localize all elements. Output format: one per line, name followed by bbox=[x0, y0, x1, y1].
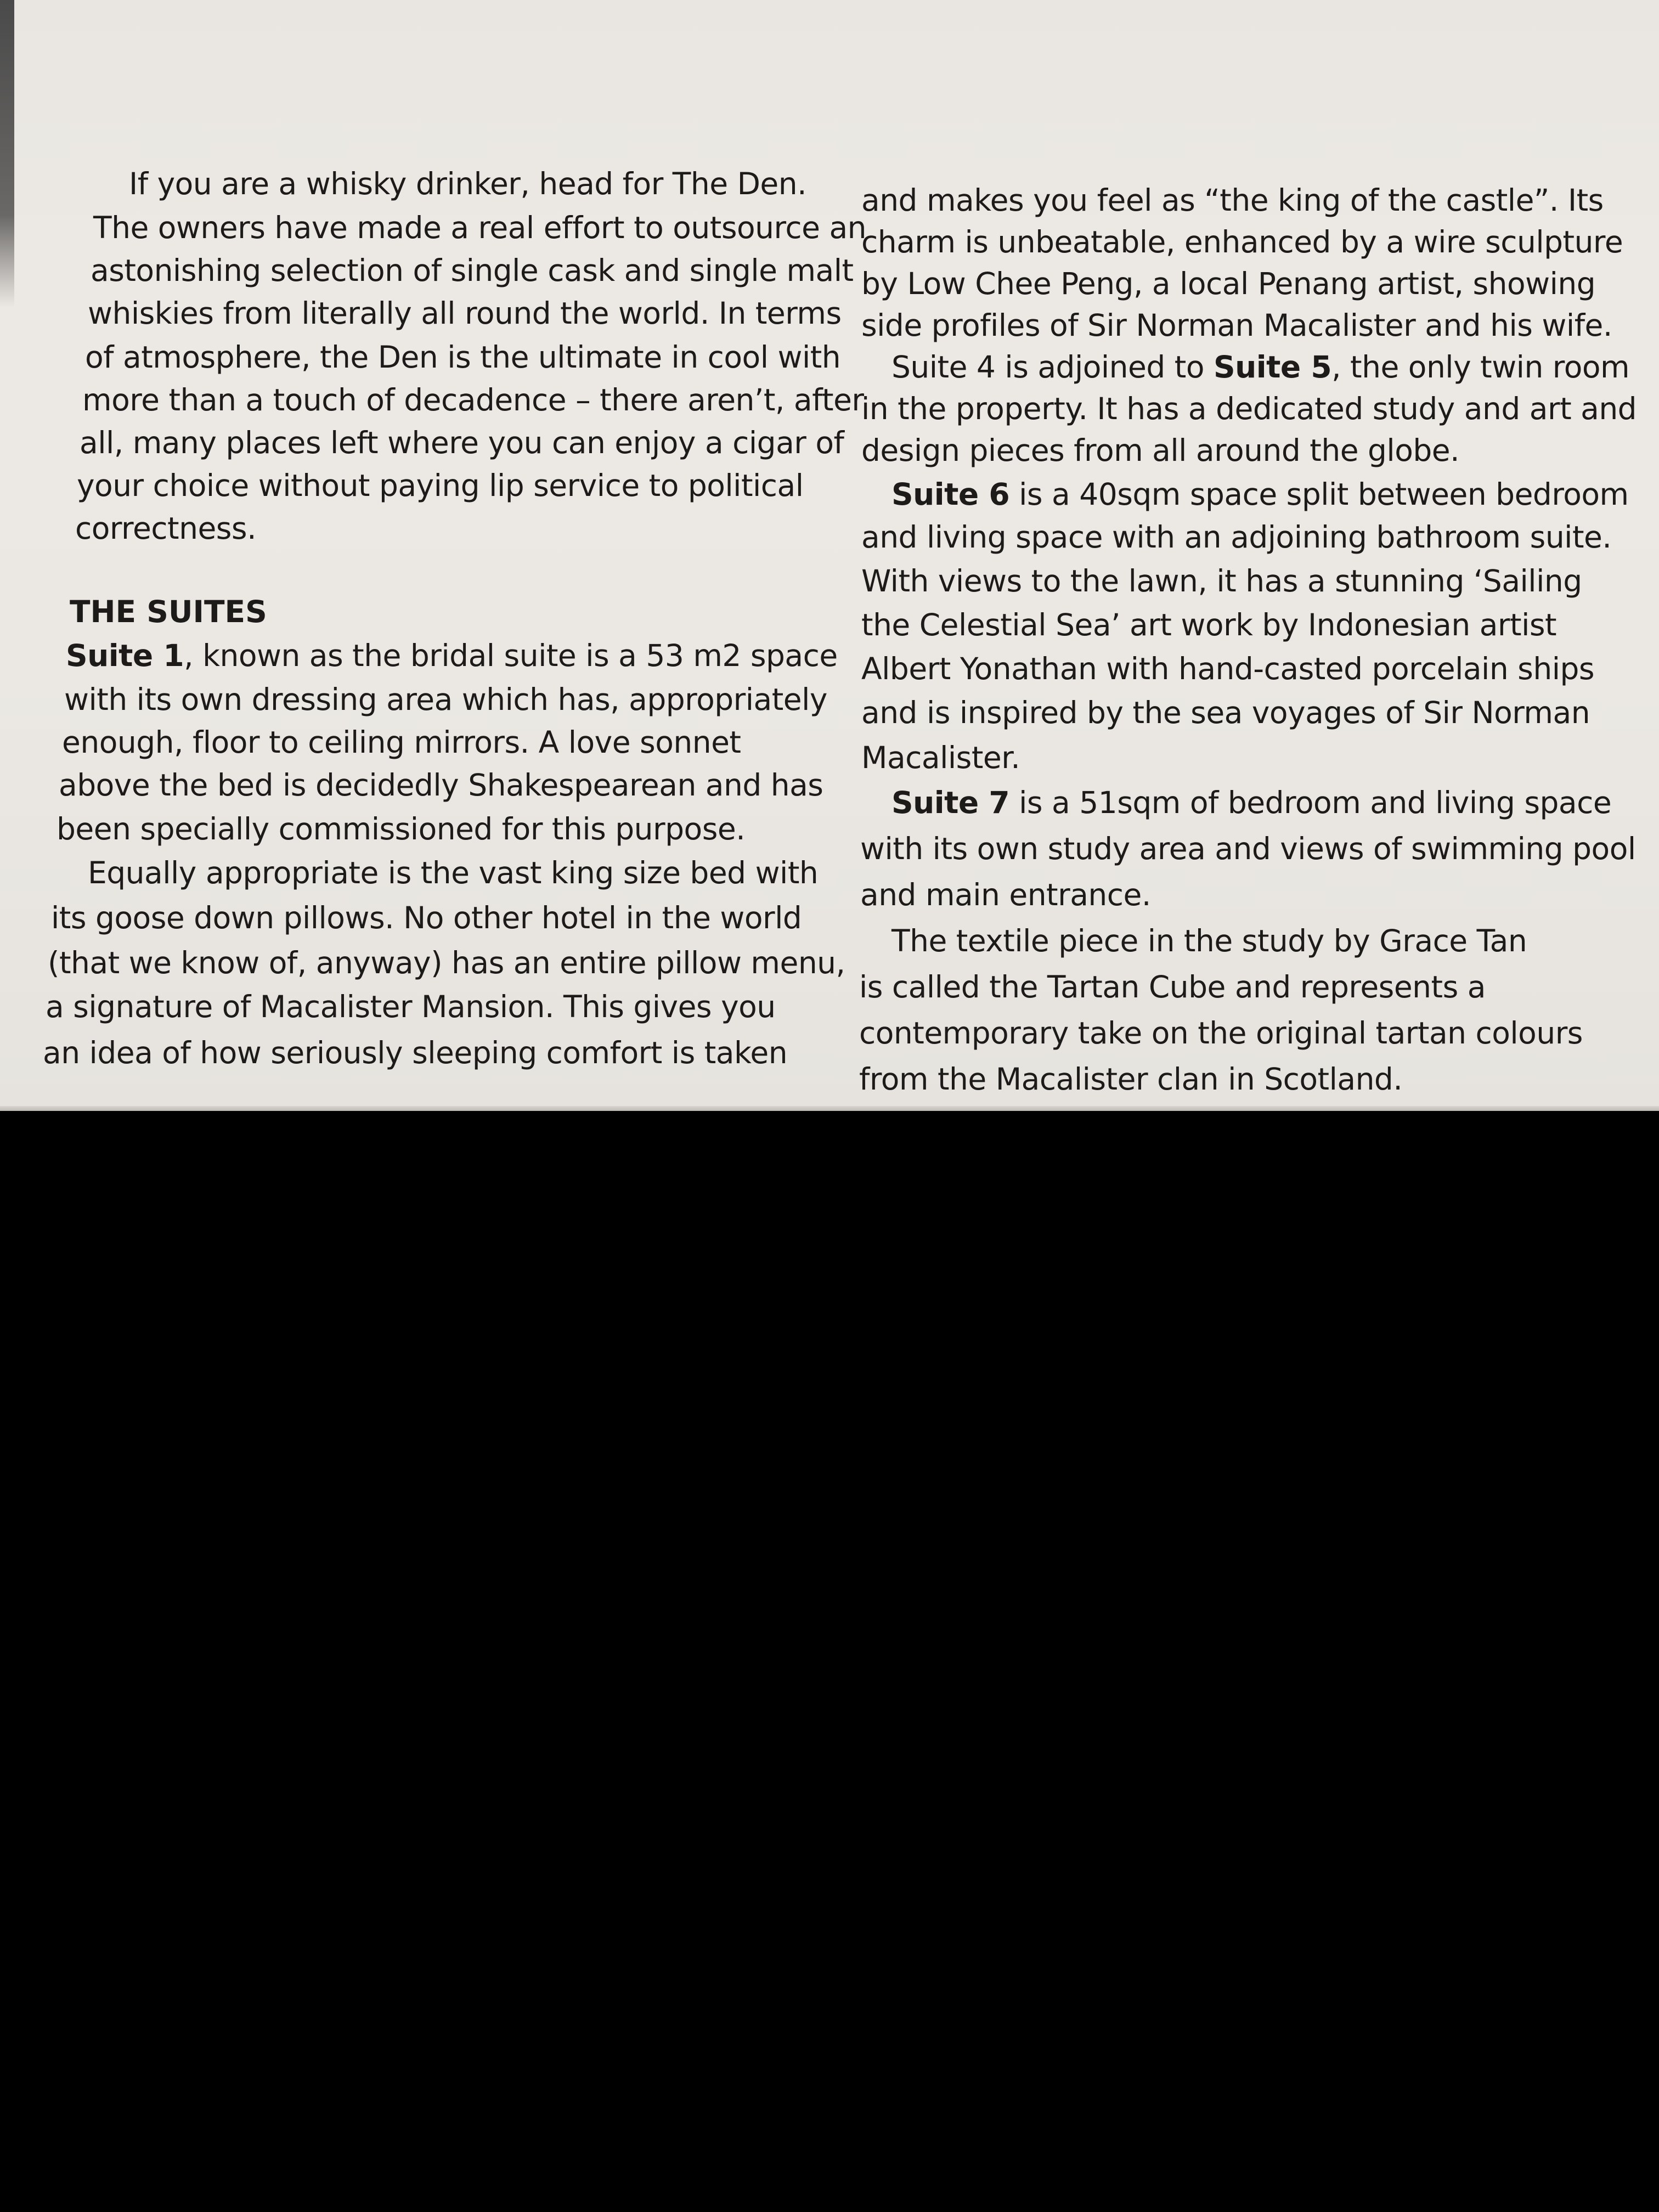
text-line: contemporary take on the original tartan colours bbox=[859, 1015, 1583, 1051]
text-line: Macalister. bbox=[861, 740, 1020, 775]
text-line: all, many places left where you can enjoy a cigar of bbox=[80, 425, 844, 460]
suite6-line-rest: is a 40sqm space split between bedroom bbox=[1009, 477, 1629, 512]
text-line: whiskies from literally all round the world. In terms bbox=[88, 296, 842, 331]
text-line bbox=[891, 348, 1629, 386]
page-edge-shadow bbox=[0, 0, 14, 307]
text-line: and makes you feel as “the king of the castle”. Its bbox=[861, 183, 1604, 218]
text-line: Equally appropriate is the vast king size bed with bbox=[88, 855, 819, 890]
text-line: design pieces from all around the globe. bbox=[861, 433, 1460, 468]
text-line: the Celestial Sea’ art work by Indonesian artist bbox=[861, 607, 1557, 642]
text-line: The textile piece in the study by Grace Tan bbox=[891, 923, 1527, 958]
page-bottom-edge bbox=[0, 1106, 1659, 1111]
suite1-line-rest: , known as the bridal suite is a 53 m2 space bbox=[184, 638, 838, 673]
suite6-label: Suite 6 bbox=[891, 477, 1010, 512]
text-line: more than a touch of decadence – there aren’t, after bbox=[82, 382, 864, 417]
text-line: and main entrance. bbox=[860, 877, 1151, 912]
suite7-line-rest: is a 51sqm of bedroom and living space bbox=[1009, 785, 1612, 820]
text-line: of atmosphere, the Den is the ultimate in cool with bbox=[85, 340, 841, 375]
text-line bbox=[891, 475, 1629, 514]
text-line: is called the Tartan Cube and represents a bbox=[859, 969, 1486, 1005]
text-line: and is inspired by the sea voyages of Sir Norman bbox=[861, 695, 1590, 730]
text-line: from the Macalister clan in Scotland. bbox=[859, 1062, 1403, 1097]
text-line: with its own dressing area which has, appropriately bbox=[64, 682, 827, 717]
text-line: above the bed is decidedly Shakespearean and has bbox=[59, 768, 823, 803]
suite5-line-rest: , the only twin room bbox=[1331, 349, 1630, 385]
text-line: If you are a whisky drinker, head for The Den. bbox=[129, 166, 807, 201]
text-line: with its own study area and views of swimming pool bbox=[860, 831, 1636, 866]
text-line: (that we know of, anyway) has an entire pillow menu, bbox=[48, 945, 845, 980]
text-line: your choice without paying lip service to political bbox=[77, 468, 804, 503]
text-line: and living space with an adjoining bathroom suite. bbox=[861, 520, 1612, 555]
suite5-label: Suite 5 bbox=[1213, 349, 1332, 385]
text-line: a signature of Macalister Mansion. This gives you bbox=[46, 989, 776, 1024]
suite7-label: Suite 7 bbox=[891, 785, 1010, 820]
section-heading: THE SUITES bbox=[70, 594, 267, 629]
text-line: correctness. bbox=[75, 511, 257, 546]
text-line: astonishing selection of single cask and single malt bbox=[91, 253, 854, 288]
text-line: The owners have made a real effort to outsource an bbox=[93, 210, 867, 245]
text-line: enough, floor to ceiling mirrors. A love sonnet bbox=[62, 725, 741, 760]
text-line bbox=[66, 636, 838, 675]
text-line: Albert Yonathan with hand-casted porcelain ships bbox=[861, 651, 1595, 686]
text-line: an idea of how seriously sleeping comfort is taken bbox=[43, 1035, 788, 1070]
text-line bbox=[891, 783, 1611, 822]
text-line: side profiles of Sir Norman Macalister and his wife. bbox=[861, 308, 1612, 343]
suite1-label: Suite 1 bbox=[66, 638, 184, 673]
text-line: by Low Chee Peng, a local Penang artist, showing bbox=[861, 266, 1596, 301]
text-line: its goose down pillows. No other hotel in the world bbox=[51, 900, 802, 935]
text-line: With views to the lawn, it has a stunning ‘Sailing bbox=[861, 563, 1582, 599]
text-line: in the property. It has a dedicated study and art and bbox=[861, 391, 1637, 426]
suite5-line-start: Suite 4 is adjoined to bbox=[891, 349, 1214, 385]
text-line: charm is unbeatable, enhanced by a wire sculpture bbox=[861, 224, 1623, 259]
text-line: been specially commissioned for this purpose. bbox=[57, 811, 746, 847]
